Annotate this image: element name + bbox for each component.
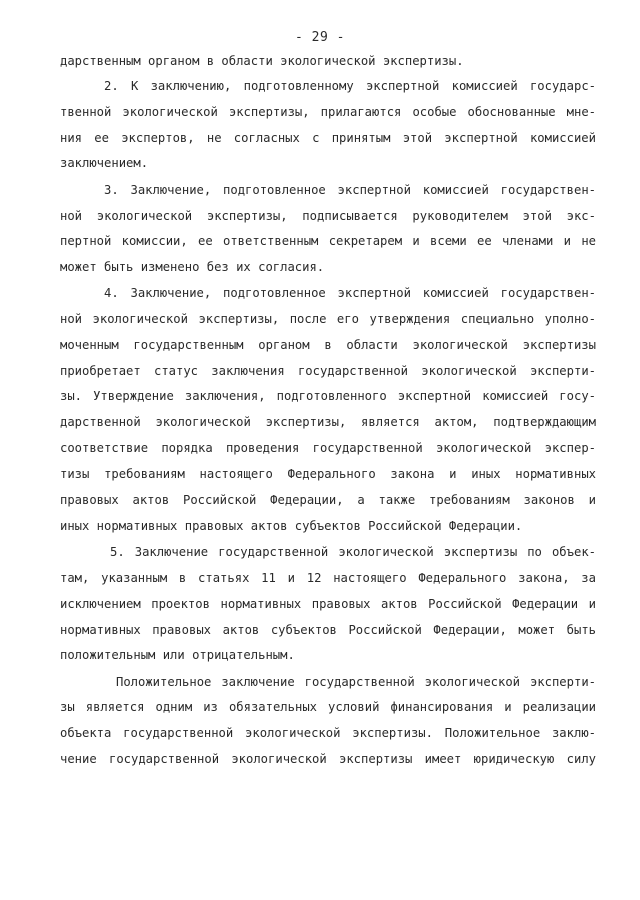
text-line: соответствие порядка проведения государственной экологической экспер- (60, 441, 596, 455)
text-line: дарственным органом в области экологической экспертизы. (60, 54, 464, 68)
text-line: иных нормативных правовых актов субъектов Российской Федерации. (60, 519, 523, 533)
text-line: приобретает статус заключения государственной экологической эксперти- (60, 364, 596, 378)
text-line: 2. К заключению, подготовленному экспертной комиссией государс- (104, 79, 596, 93)
text-line: ной экологической экспертизы, подписывается руководителем этой экс- (60, 209, 596, 223)
text-line: объекта государственной экологической экспертизы. Положительное заклю- (60, 726, 596, 740)
text-line: Положительное заключение государственной экологической эксперти- (116, 675, 596, 689)
page-number: - 29 - (295, 30, 345, 45)
text-line: исключением проектов нормативных правовых актов Российской Федерации и (60, 597, 596, 611)
text-line: там, указанным в статьях 11 и 12 настоящего Федерального закона, за (60, 571, 596, 585)
text-line: 5. Заключение государственной экологической экспертизы по объек- (110, 545, 596, 559)
text-line: заключением. (60, 156, 149, 170)
text-line: моченным государственным органом в области экологической экспертизы (60, 338, 596, 352)
text-line: тизы требованиям настоящего Федерального закона и иных нормативных (60, 467, 596, 481)
text-line: может быть изменено без их согласия. (60, 260, 325, 274)
text-line: зы является одним из обязательных условий финансирования и реализации (60, 700, 596, 714)
text-line: дарственной экологической экспертизы, является актом, подтверждающим (60, 415, 596, 429)
text-line: правовых актов Российской Федерации, а также требованиям законов и (60, 493, 596, 507)
text-line: пертной комиссии, ее ответственным секретарем и всеми ее членами и не (60, 234, 596, 248)
text-line: чение государственной экологической экспертизы имеет юридическую силу (60, 752, 596, 766)
text-line: ния ее экспертов, не согласных с принятым этой экспертной комиссией (60, 131, 596, 145)
text-line: положительным или отрицательным. (60, 648, 295, 662)
text-line: зы. Утверждение заключения, подготовленного экспертной комиссией госу- (60, 389, 596, 403)
text-line: ной экологической экспертизы, после его утверждения специально уполно- (60, 312, 596, 326)
text-line: 4. Заключение, подготовленное экспертной комиссией государствен- (104, 286, 596, 300)
text-line: твенной экологической экспертизы, прилагаются особые обоснованные мне- (60, 105, 596, 119)
text-line: 3. Заключение, подготовленное экспертной комиссией государствен- (104, 183, 596, 197)
text-line: нормативных правовых актов субъектов Российской Федерации, может быть (60, 623, 596, 637)
